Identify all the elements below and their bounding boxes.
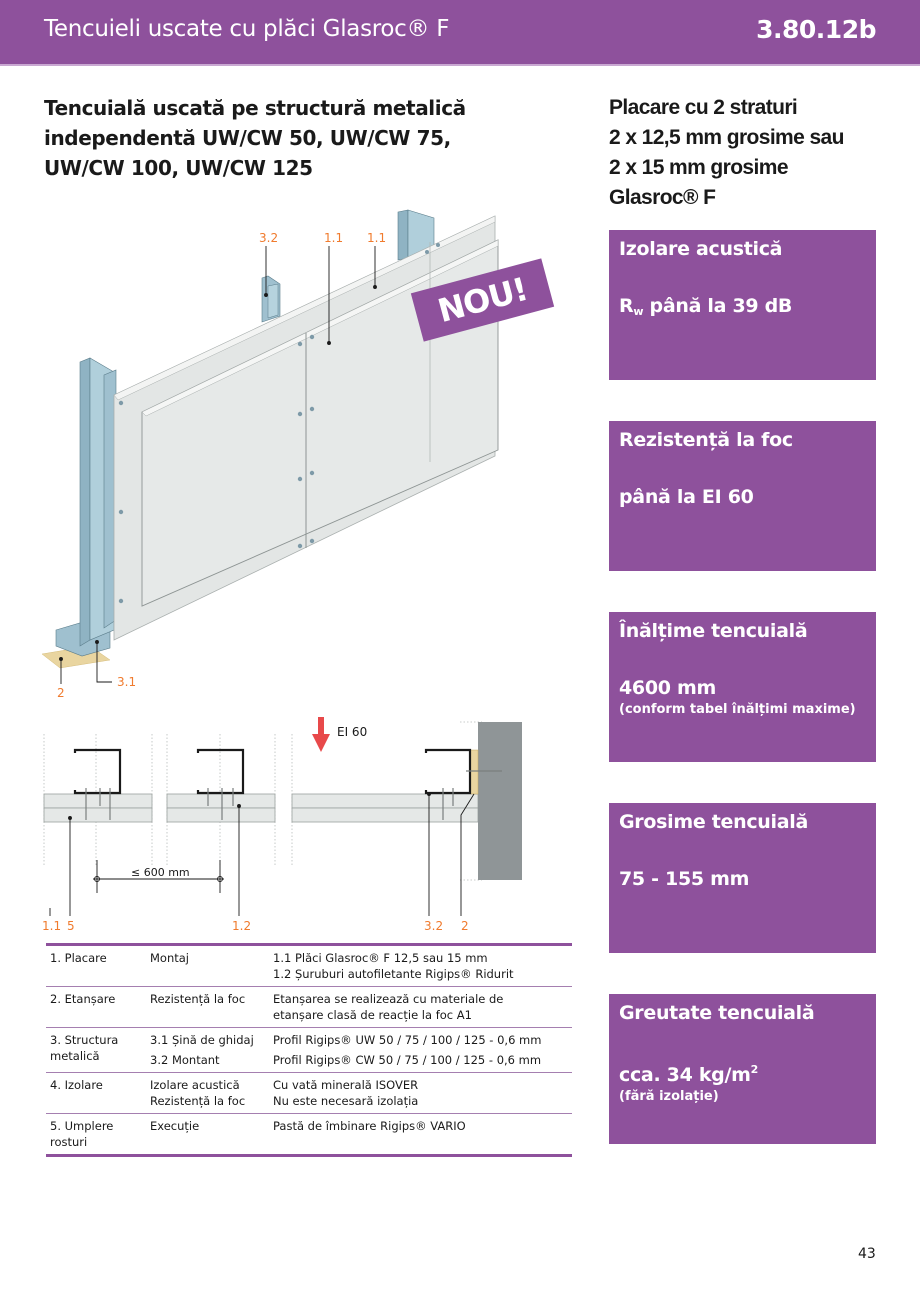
table-cell-component: 4. Izolare xyxy=(50,1078,103,1092)
spacing-label: ≤ 600 mm xyxy=(131,866,190,879)
info-box-value: 75 - 155 mm xyxy=(619,868,750,890)
info-box-height xyxy=(609,612,876,762)
table-row xyxy=(46,1028,572,1073)
table-row xyxy=(46,987,572,1028)
table-cell-aspect: Montaj xyxy=(150,951,189,965)
document-code: 3.80.12b xyxy=(756,15,876,44)
info-box-label: Grosime tencuială xyxy=(619,811,808,833)
fire-rating-label: EI 60 xyxy=(337,725,368,739)
callout-1-1: 1.1 xyxy=(42,919,62,933)
callout-3-2: 3.2 xyxy=(424,919,444,933)
page-number: 43 xyxy=(858,1246,876,1262)
callout-1-1: 1.1 xyxy=(324,231,344,245)
info-box-note: (conform tabel înălțimi maxime) xyxy=(619,702,856,717)
info-box-label: Rezistență la foc xyxy=(619,429,793,451)
sub-title-line: Placare cu 2 straturi xyxy=(609,96,798,119)
callout-1-2: 1.2 xyxy=(232,919,252,933)
main-title-line: Tencuială uscată pe structură metalică xyxy=(44,96,466,120)
info-box-label: Izolare acustică xyxy=(619,238,783,260)
info-box-value: 4600 mm xyxy=(619,677,716,699)
table-cell-description: Etanșarea se realizează cu materiale de etanșare clasă de reacție la foc A1 xyxy=(273,992,504,1022)
info-box-value: până la EI 60 xyxy=(619,486,754,508)
table-row xyxy=(46,946,572,987)
main-title-line: UW/CW 100, UW/CW 125 xyxy=(44,156,313,180)
info-box-fire-resistance xyxy=(609,421,876,571)
table-cell-component: 3. Structura metalică xyxy=(50,1033,119,1063)
table-cell-description: Profil Rigips® UW 50 / 75 / 100 / 125 - 0,6 mm Profil Rigips® CW 50 / 75 / 100 / 125 - 0,6 mm xyxy=(273,1033,542,1067)
section-diagram xyxy=(30,700,560,940)
info-box-label: Înălțime tencuială xyxy=(619,620,808,642)
sub-title-line: Glasroc® F xyxy=(609,186,716,209)
callout-2: 2 xyxy=(461,919,469,933)
table-cell-description: Pastă de îmbinare Rigips® VARIO xyxy=(273,1119,466,1133)
info-box-value: cca. 34 $kg/m^2$ xyxy=(619,1063,758,1086)
stud-left xyxy=(80,358,90,646)
info-box-value: $R_w$ până la 39 dB xyxy=(619,295,793,318)
table-cell-description: 1.1 Plăci Glasroc® F 12,5 sau 15 mm 1.2 Șuruburi autofiletante Rigips® Ridurit xyxy=(273,951,514,981)
sub-title-line: 2 x 12,5 mm grosime sau xyxy=(609,126,844,149)
spec-table xyxy=(46,943,572,1157)
masonry-wall xyxy=(478,722,522,880)
info-box-label: Greutate tencuială xyxy=(619,1002,815,1024)
info-box-note: (fără izolație) xyxy=(619,1089,719,1104)
table-cell-aspect: Izolare acustică Rezistență la foc xyxy=(150,1078,246,1108)
table-cell-aspect: 3.1 Șină de ghidaj 3.2 Montant xyxy=(150,1033,254,1067)
main-title xyxy=(44,93,574,183)
table-row xyxy=(46,1073,572,1114)
callout-2: 2 xyxy=(57,686,65,700)
table-cell-aspect: Rezistență la foc xyxy=(150,992,246,1006)
callout-1-1: 1.1 xyxy=(367,231,387,245)
info-box-thickness xyxy=(609,803,876,953)
sub-title-line: 2 x 15 mm grosime xyxy=(609,156,788,179)
header-bar xyxy=(0,0,920,66)
header-title: Tencuieli uscate cu plăci Glasroc® F xyxy=(44,16,450,42)
fire-direction-arrow-icon xyxy=(312,734,330,752)
callout-3-2: 3.2 xyxy=(259,231,279,245)
table-cell-description: Cu vată minerală ISOVER Nu este necesară izolația xyxy=(273,1078,419,1108)
new-badge: NOU! xyxy=(411,258,554,341)
sub-title xyxy=(609,93,899,213)
info-box-acoustic xyxy=(609,230,876,380)
table-cell-aspect: Execuție xyxy=(150,1119,200,1133)
table-cell-component: 5. Umplere rosturi xyxy=(50,1119,114,1149)
main-title-line: independentă UW/CW 50, UW/CW 75, xyxy=(44,126,451,150)
callout-3-1: 3.1 xyxy=(117,675,137,689)
table-cell-component: 2. Etanșare xyxy=(50,992,116,1006)
table-row xyxy=(46,1114,572,1154)
info-box-weight xyxy=(609,994,876,1144)
table-cell-component: 1. Placare xyxy=(50,951,107,965)
callout-5: 5 xyxy=(67,919,75,933)
